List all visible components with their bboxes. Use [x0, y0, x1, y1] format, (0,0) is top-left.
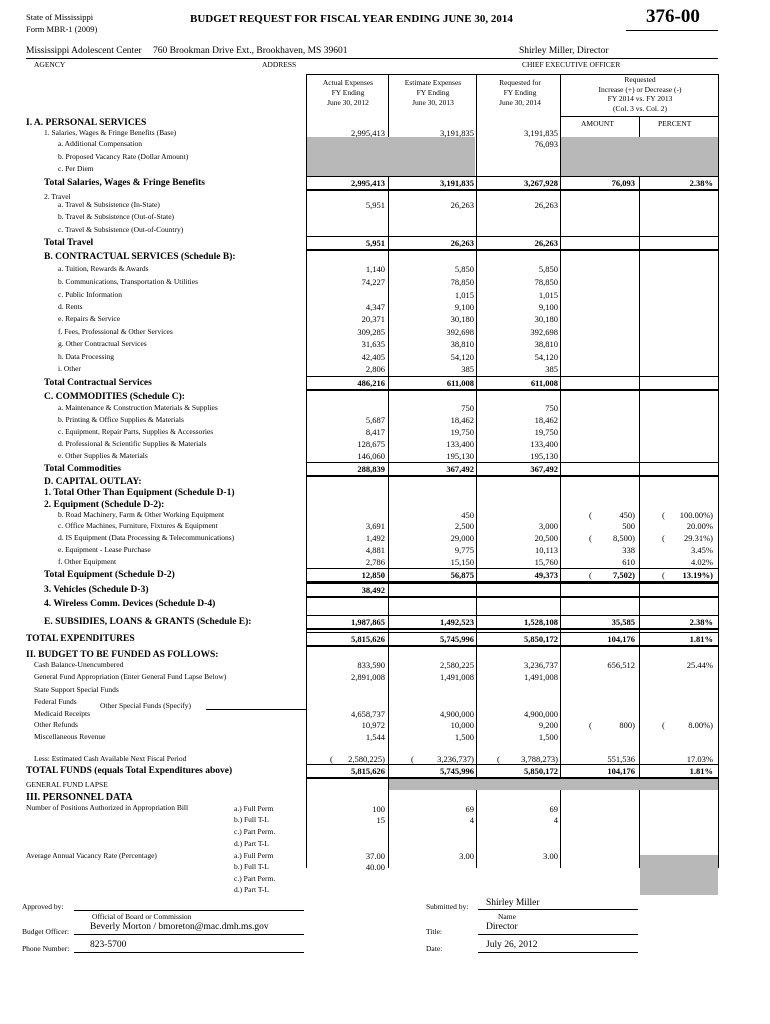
row-paren-p5: (: [662, 510, 665, 520]
code-underline: [626, 30, 718, 31]
positions-label: Number of Positions Authorized in Appropriation Bill: [26, 803, 189, 812]
row-value-c3: 4,900,000: [524, 709, 558, 719]
grid-v2: [476, 74, 477, 868]
row-value-c3: 9,100: [538, 302, 558, 312]
row-value-c1: 74,227: [361, 277, 385, 287]
row-value-c1: 5,951: [365, 238, 385, 248]
grid-v4: [639, 116, 640, 868]
row-label: I. A. PERSONAL SERVICES: [26, 118, 147, 128]
row-value-c1: 288,839: [357, 464, 385, 474]
personnel-value-c3: 69: [549, 804, 558, 814]
row-value-c3: 3,236,737: [524, 660, 558, 670]
grid-h-top: [306, 74, 718, 75]
approved-by-label: Approved by:: [22, 902, 64, 911]
row-value-c5: 1.81%: [689, 766, 713, 776]
row-value-c1: 309,285: [357, 327, 385, 337]
row-value-c1: 8,417: [365, 427, 385, 437]
row-label: Total Contractual Services: [44, 378, 152, 388]
row-label: 2. Travel: [44, 192, 71, 201]
row-label: C. COMMODITIES (Schedule C):: [44, 392, 185, 402]
phone-value: 823-5700: [90, 940, 127, 950]
row-label: c. Per Diem: [58, 164, 94, 173]
row-value-c1: 146,060: [357, 451, 385, 461]
form-code: 376-00: [646, 6, 700, 27]
row-label: State Support Special Funds: [34, 685, 119, 694]
row-value-c5: 4.02%: [691, 557, 713, 567]
row-value-c1: 2,806: [365, 364, 385, 374]
row-paren-p1: (: [330, 754, 333, 764]
total-underline: [306, 189, 718, 191]
row-value-c5: 2.38%: [689, 178, 713, 188]
row-label: TOTAL FUNDS (equals Total Expenditures above): [26, 766, 233, 776]
row-value-c3: 3,000: [538, 521, 558, 531]
form-label: Form MBR-1 (2009): [26, 24, 98, 34]
row-value-c3: 1,015: [538, 290, 558, 300]
row-paren-p5: (: [662, 570, 665, 580]
row-value-c4: 500: [622, 521, 635, 531]
row-label: 1. Salaries, Wages & Fringe Benefits (Base): [44, 128, 177, 137]
grid-v0: [306, 74, 307, 868]
name-caption: Name: [498, 912, 516, 921]
row-value-c3: 15,760: [534, 557, 558, 567]
row-value-c3: 385: [545, 364, 558, 374]
row-value-c1: 5,687: [365, 415, 385, 425]
row-label: 4. Wireless Comm. Devices (Schedule D-4): [44, 599, 216, 609]
gray-box-4: [640, 855, 718, 895]
row-label: Total Commodities: [44, 464, 121, 474]
row-value-c2: 5,745,996: [440, 634, 474, 644]
personnel-value-c1: 37.00: [365, 851, 385, 861]
row-value-c3: 611,008: [530, 378, 558, 388]
total-topline: [306, 764, 718, 765]
total-topline: [306, 236, 718, 237]
row-label: a. Additional Compensation: [58, 139, 142, 148]
row-value-c3: 1,528,108: [524, 617, 558, 627]
row-label: f. Fees, Professional & Other Services: [58, 327, 173, 336]
personnel-sub-label: c.) Part Perm.: [234, 827, 276, 836]
row-label: a. Travel & Subsistence (In-State): [58, 200, 160, 209]
total-underline: [306, 389, 718, 391]
row-value-c3: 367,492: [530, 464, 558, 474]
row-value-c5: 1.81%: [689, 634, 713, 644]
row-value-c2: 9,775: [454, 545, 474, 555]
agency-line: [26, 58, 718, 59]
row-value-c2: 26,263: [450, 238, 474, 248]
row-value-c2: 5,850: [454, 264, 474, 274]
row-value-c5: 100.00%): [679, 510, 713, 520]
row-value-c1: 4,658,737: [351, 709, 385, 719]
row-value-c3: 9,200: [538, 720, 558, 730]
row-value-c1: 31,635: [361, 339, 385, 349]
ceo-caption: CHIEF EXECUTIVE OFFICER: [522, 60, 621, 69]
personnel-value-c2: 69: [465, 804, 474, 814]
row-value-c2: 1,492,523: [440, 617, 474, 627]
row-label: Cash Balance-Unencumbered: [34, 660, 124, 669]
total-underline: [306, 628, 718, 630]
row-value-c2: 56,875: [450, 570, 474, 580]
row-label: a. Maintenance & Construction Materials & Supplies: [58, 403, 218, 412]
row-value-c2: 2,500: [454, 521, 474, 531]
row-value-c2: 38,810: [450, 339, 474, 349]
row-label: h. Data Processing: [58, 352, 115, 361]
row-value-c1: 486,216: [357, 378, 385, 388]
row-label: Medicaid Receipts: [34, 709, 91, 718]
agency-name: Mississippi Adolescent Center: [26, 46, 142, 56]
row-label: Total Travel: [44, 238, 94, 248]
personnel-sub-label: c.) Part Perm.: [234, 874, 276, 883]
row-value-c1: 2,995,413: [351, 178, 385, 188]
row-label: e. Other Supplies & Materials: [58, 451, 148, 460]
row-value-c5: 17.03%: [686, 754, 713, 764]
row-value-c2: 2,580,225: [440, 660, 474, 670]
row-label: Total Salaries, Wages & Fringe Benefits: [44, 178, 205, 188]
date-value: July 26, 2012: [486, 940, 538, 950]
submitted-line: [478, 909, 638, 910]
col2-header: Estimate Expenses FY Ending June 30, 2013: [404, 78, 462, 107]
row-value-c2: 750: [461, 403, 474, 413]
row-value-c1: 2,891,008: [351, 672, 385, 682]
row-value-c3: 49,373: [534, 570, 558, 580]
total-topline: [306, 615, 718, 616]
total-underline: [306, 596, 718, 598]
row-value-c3: 3,267,928: [524, 178, 558, 188]
row-value-c1: 1,492: [365, 533, 385, 543]
submitted-by-label: Submitted by:: [426, 902, 469, 911]
grid-v3: [560, 74, 561, 868]
row-value-c2: 15,150: [450, 557, 474, 567]
row-paren-p5: (: [662, 533, 665, 543]
personnel-value-c1: 100: [372, 804, 385, 814]
row-value-c3: 26,263: [534, 200, 558, 210]
row-label: d. Professional & Scientific Supplies & Materials: [58, 439, 207, 448]
row-value-c1: 1,987,865: [351, 617, 385, 627]
row-value-c1: 10,972: [361, 720, 385, 730]
row-value-c1: 1,544: [365, 732, 385, 742]
row-label: g. Other Contractual Services: [58, 339, 147, 348]
row-value-c3: 3,191,835: [524, 128, 558, 138]
row-value-c2: 367,492: [446, 464, 474, 474]
row-value-c4: 551,536: [607, 754, 635, 764]
row-label: i. Other: [58, 364, 81, 373]
row-label: a. Tuition, Rewards & Awards: [58, 264, 149, 273]
row-value-c5: 8.00%): [688, 720, 713, 730]
grid-v5: [718, 74, 719, 868]
row-value-c4: 8,500): [613, 533, 635, 543]
row-label: c. Equipment, Repair Parts, Supplies & Accessories: [58, 427, 214, 436]
row-value-c5: 2.38%: [689, 617, 713, 627]
personnel-sub-label: d.) Part T-L: [234, 885, 269, 894]
row-value-c2: 30,180: [450, 314, 474, 324]
other-special-funds-label: Other Special Funds (Specify): [100, 701, 192, 710]
personnel-sub-label: a.) Full Perm: [234, 851, 274, 860]
row-value-c3: 392,698: [530, 327, 558, 337]
total-topline: [306, 583, 718, 584]
personnel-value-c2: 4: [469, 815, 474, 825]
row-value-c3: 38,810: [534, 339, 558, 349]
gray-box-1: [307, 137, 475, 177]
row-label: c. Office Machines, Furniture, Fixtures & Equipment: [58, 521, 218, 530]
row-value-c2: 19,750: [450, 427, 474, 437]
row-value-c5: 29.31%): [683, 533, 713, 543]
row-value-c1: 4,347: [365, 302, 385, 312]
row-value-c3: 78,850: [534, 277, 558, 287]
row-label: 3. Vehicles (Schedule D-3): [44, 585, 149, 595]
row-value-c2: 4,900,000: [440, 709, 474, 719]
row-value-c2: 3,191,835: [440, 178, 474, 188]
row-value-c4: 656,512: [607, 660, 635, 670]
row-value-c2: 3,191,835: [440, 128, 474, 138]
row-paren-p5: (: [662, 720, 665, 730]
row-value-c3: 5,850: [538, 264, 558, 274]
total-underline: [306, 645, 718, 647]
row-value-c1: 5,815,626: [351, 766, 385, 776]
title-line: [478, 934, 638, 935]
total-topline: [306, 568, 718, 569]
row-paren-p2: (: [411, 754, 414, 764]
grid-h-amount: [560, 116, 718, 117]
gray-box-3: [389, 779, 718, 790]
row-value-c3: 5,850,172: [524, 766, 558, 776]
row-value-c4: 450): [619, 510, 635, 520]
row-value-c4: 610: [622, 557, 635, 567]
row-paren-p4: (: [589, 533, 592, 543]
row-value-c1: 128,675: [357, 439, 385, 449]
row-value-c3: 1,500: [538, 732, 558, 742]
row-value-c2: 10,000: [450, 720, 474, 730]
row-value-c3: 26,263: [534, 238, 558, 248]
total-topline: [306, 632, 718, 633]
row-value-c3: 5,850,172: [524, 634, 558, 644]
title-label: Title:: [426, 927, 442, 936]
row-value-c2: 29,000: [450, 533, 474, 543]
row-value-c2: 3,236,737): [437, 754, 474, 764]
total-underline: [306, 475, 718, 477]
date-label: Date:: [426, 944, 443, 953]
row-label: c. Travel & Subsistence (Out-of-Country): [58, 225, 184, 234]
row-value-c5: 20.00%: [686, 521, 713, 531]
row-label: b. Printing & Office Supplies & Materials: [58, 415, 184, 424]
total-topline: [306, 176, 718, 177]
row-value-c2: 1,491,008: [440, 672, 474, 682]
page-title: BUDGET REQUEST FOR FISCAL YEAR ENDING JUNE 30, 2014: [190, 13, 513, 25]
row-value-c1: 2,995,413: [351, 128, 385, 138]
row-value-c1: 5,815,626: [351, 634, 385, 644]
row-label: Total Equipment (Schedule D-2): [44, 570, 175, 580]
amount-header: AMOUNT: [581, 119, 614, 128]
row-value-c2: 78,850: [450, 277, 474, 287]
row-value-c2: 54,120: [450, 352, 474, 362]
col4-header: Requested Increase (+) or Decrease (-) FY 2014 vs. FY 2013 (Col. 3 vs. Col. 2): [598, 75, 682, 113]
row-label: e. Equipment - Lease Purchase: [58, 545, 151, 554]
row-label: b. Travel & Subsistence (Out-of-State): [58, 212, 175, 221]
row-value-c1: 3,691: [365, 521, 385, 531]
address-caption: ADDRESS: [262, 60, 297, 69]
other-special-line: [206, 709, 306, 710]
row-value-c3: 1,491,008: [524, 672, 558, 682]
personnel-sub-label: a.) Full Perm: [234, 804, 274, 813]
total-underline: [306, 249, 718, 251]
row-value-c4: 800): [619, 720, 635, 730]
row-value-c3: 3,788,273): [521, 754, 558, 764]
percent-header: PERCENT: [658, 119, 692, 128]
row-label: b. Proposed Vacancy Rate (Dollar Amount): [58, 152, 189, 161]
row-label: D. CAPITAL OUTLAY:: [44, 477, 142, 487]
row-paren-p4: (: [589, 720, 592, 730]
row-value-c2: 450: [461, 510, 474, 520]
row-label: b. Communications, Transportation & Utilities: [58, 277, 199, 286]
grid-v1: [388, 74, 389, 868]
row-paren-p4: (: [589, 510, 592, 520]
row-label: d. Rents: [58, 302, 83, 311]
row-value-c4: 35,585: [611, 617, 635, 627]
personnel-sub-label: b.) Full T-L: [234, 862, 269, 871]
personnel-value-c1: 40.00: [365, 862, 385, 872]
row-value-c3: 133,400: [530, 439, 558, 449]
row-value-c1: 20,371: [361, 314, 385, 324]
phone-line: [74, 952, 304, 953]
row-value-c2: 611,008: [446, 378, 474, 388]
row-value-c1: 42,405: [361, 352, 385, 362]
row-value-c3: 19,750: [534, 427, 558, 437]
row-value-c2: 5,745,996: [440, 766, 474, 776]
personnel-sub-label: d.) Part T-L: [234, 839, 269, 848]
title-value: Director: [486, 922, 518, 932]
director-name: Shirley Miller, Director: [519, 46, 609, 56]
row-value-c2: 195,130: [446, 451, 474, 461]
row-label: GENERAL FUND LAPSE: [26, 780, 108, 789]
date-line: [478, 952, 638, 953]
row-value-c2: 385: [461, 364, 474, 374]
agency-caption: AGENCY: [34, 60, 66, 69]
row-value-c1: 1,140: [365, 264, 385, 274]
row-label: c. Public Information: [58, 290, 122, 299]
row-value-c2: 133,400: [446, 439, 474, 449]
row-label: B. CONTRACTUAL SERVICES (Schedule B):: [44, 252, 236, 262]
row-value-c5: 25.44%: [686, 660, 713, 670]
row-value-c1: 833,590: [357, 660, 385, 670]
row-label: Less: Estimated Cash Available Next Fiscal Period: [34, 754, 187, 763]
row-value-c4: 104,176: [607, 766, 635, 776]
personnel-value-c3: 3.00: [543, 851, 558, 861]
total-underline: [306, 777, 718, 779]
row-value-c4: 7,502): [613, 570, 635, 580]
row-label: d. IS Equipment (Data Processing & Telecommunications): [58, 533, 235, 542]
row-value-c3: 18,462: [534, 415, 558, 425]
row-value-c4: 76,093: [611, 178, 635, 188]
row-value-c2: 392,698: [446, 327, 474, 337]
budget-officer-line: [74, 934, 304, 935]
row-value-c2: 1,015: [454, 290, 474, 300]
row-label: Miscellaneous Revenue: [34, 732, 106, 741]
row-value-c3: 76,093: [534, 139, 558, 149]
row-value-c3: 10,113: [534, 545, 558, 555]
row-label: Other Refunds: [34, 720, 78, 729]
row-label: II. BUDGET TO BE FUNDED AS FOLLOWS:: [26, 650, 219, 660]
personnel-value-c2: 3.00: [459, 851, 474, 861]
row-value-c2: 9,100: [454, 302, 474, 312]
row-value-c3: 54,120: [534, 352, 558, 362]
budget-officer-value: Beverly Morton / bmoreton@mac.dmh.ms.gov: [90, 922, 269, 932]
personnel-sub-label: b.) Full T-L: [234, 815, 269, 824]
row-label: TOTAL EXPENDITURES: [26, 634, 135, 644]
row-label: 1. Total Other Than Equipment (Schedule D-1): [44, 488, 235, 498]
row-value-c3: 750: [545, 403, 558, 413]
col3-header: Requested for FY Ending June 30, 2014: [499, 78, 541, 107]
row-value-c5: 3.45%: [691, 545, 713, 555]
row-value-c1: 4,881: [365, 545, 385, 555]
row-value-c2: 18,462: [450, 415, 474, 425]
row-value-c2: 1,500: [454, 732, 474, 742]
row-value-c4: 338: [622, 545, 635, 555]
row-label: b. Road Machinery, Farm & Other Working Equipment: [58, 510, 225, 519]
budget-officer-label: Budget Officer:: [22, 927, 70, 936]
row-value-c5: 13.19%): [682, 570, 713, 580]
total-topline: [306, 376, 718, 377]
row-value-c1: 5,951: [365, 200, 385, 210]
row-value-c1: 12,850: [361, 570, 385, 580]
row-label: Federal Funds: [34, 697, 77, 706]
row-value-c3: 30,180: [534, 314, 558, 324]
personnel-value-c1: 15: [376, 815, 385, 825]
official-caption: Official of Board or Commission: [92, 912, 192, 921]
submitted-by-value: Shirley Miller: [486, 898, 540, 908]
state-label: State of Mississippi: [26, 12, 94, 22]
phone-label: Phone Number:: [22, 944, 70, 953]
row-value-c4: 104,176: [607, 634, 635, 644]
row-value-c1: 38,492: [361, 585, 385, 595]
approved-line: [74, 910, 304, 911]
total-topline: [306, 462, 718, 463]
col1-header: Actual Expenses FY Ending June 30, 2012: [322, 78, 374, 107]
row-label: e. Repairs & Service: [58, 314, 121, 323]
row-paren-p4: (: [589, 570, 592, 580]
personnel-value-c3: 4: [553, 815, 558, 825]
row-label: f. Other Equipment: [58, 557, 117, 566]
gray-box-2: [561, 137, 718, 177]
row-paren-p3: (: [497, 754, 500, 764]
row-label: General Fund Appropriation (Enter General Fund Lapse Below): [34, 672, 227, 681]
row-label: 2. Equipment (Schedule D-2):: [44, 500, 165, 510]
vacancy-label: Average Annual Vacancy Rate (Percentage): [26, 851, 157, 860]
row-value-c1: 2,580,225): [348, 754, 385, 764]
row-label: E. SUBSIDIES, LOANS & GRANTS (Schedule E):: [44, 617, 252, 627]
row-value-c1: 2,786: [365, 557, 385, 567]
agency-address: 760 Brookman Drive Ext., Brookhaven, MS 39601: [153, 46, 348, 56]
personnel-title: III. PERSONNEL DATA: [26, 792, 133, 803]
row-value-c3: 20,500: [534, 533, 558, 543]
row-value-c2: 26,263: [450, 200, 474, 210]
row-value-c3: 195,130: [530, 451, 558, 461]
